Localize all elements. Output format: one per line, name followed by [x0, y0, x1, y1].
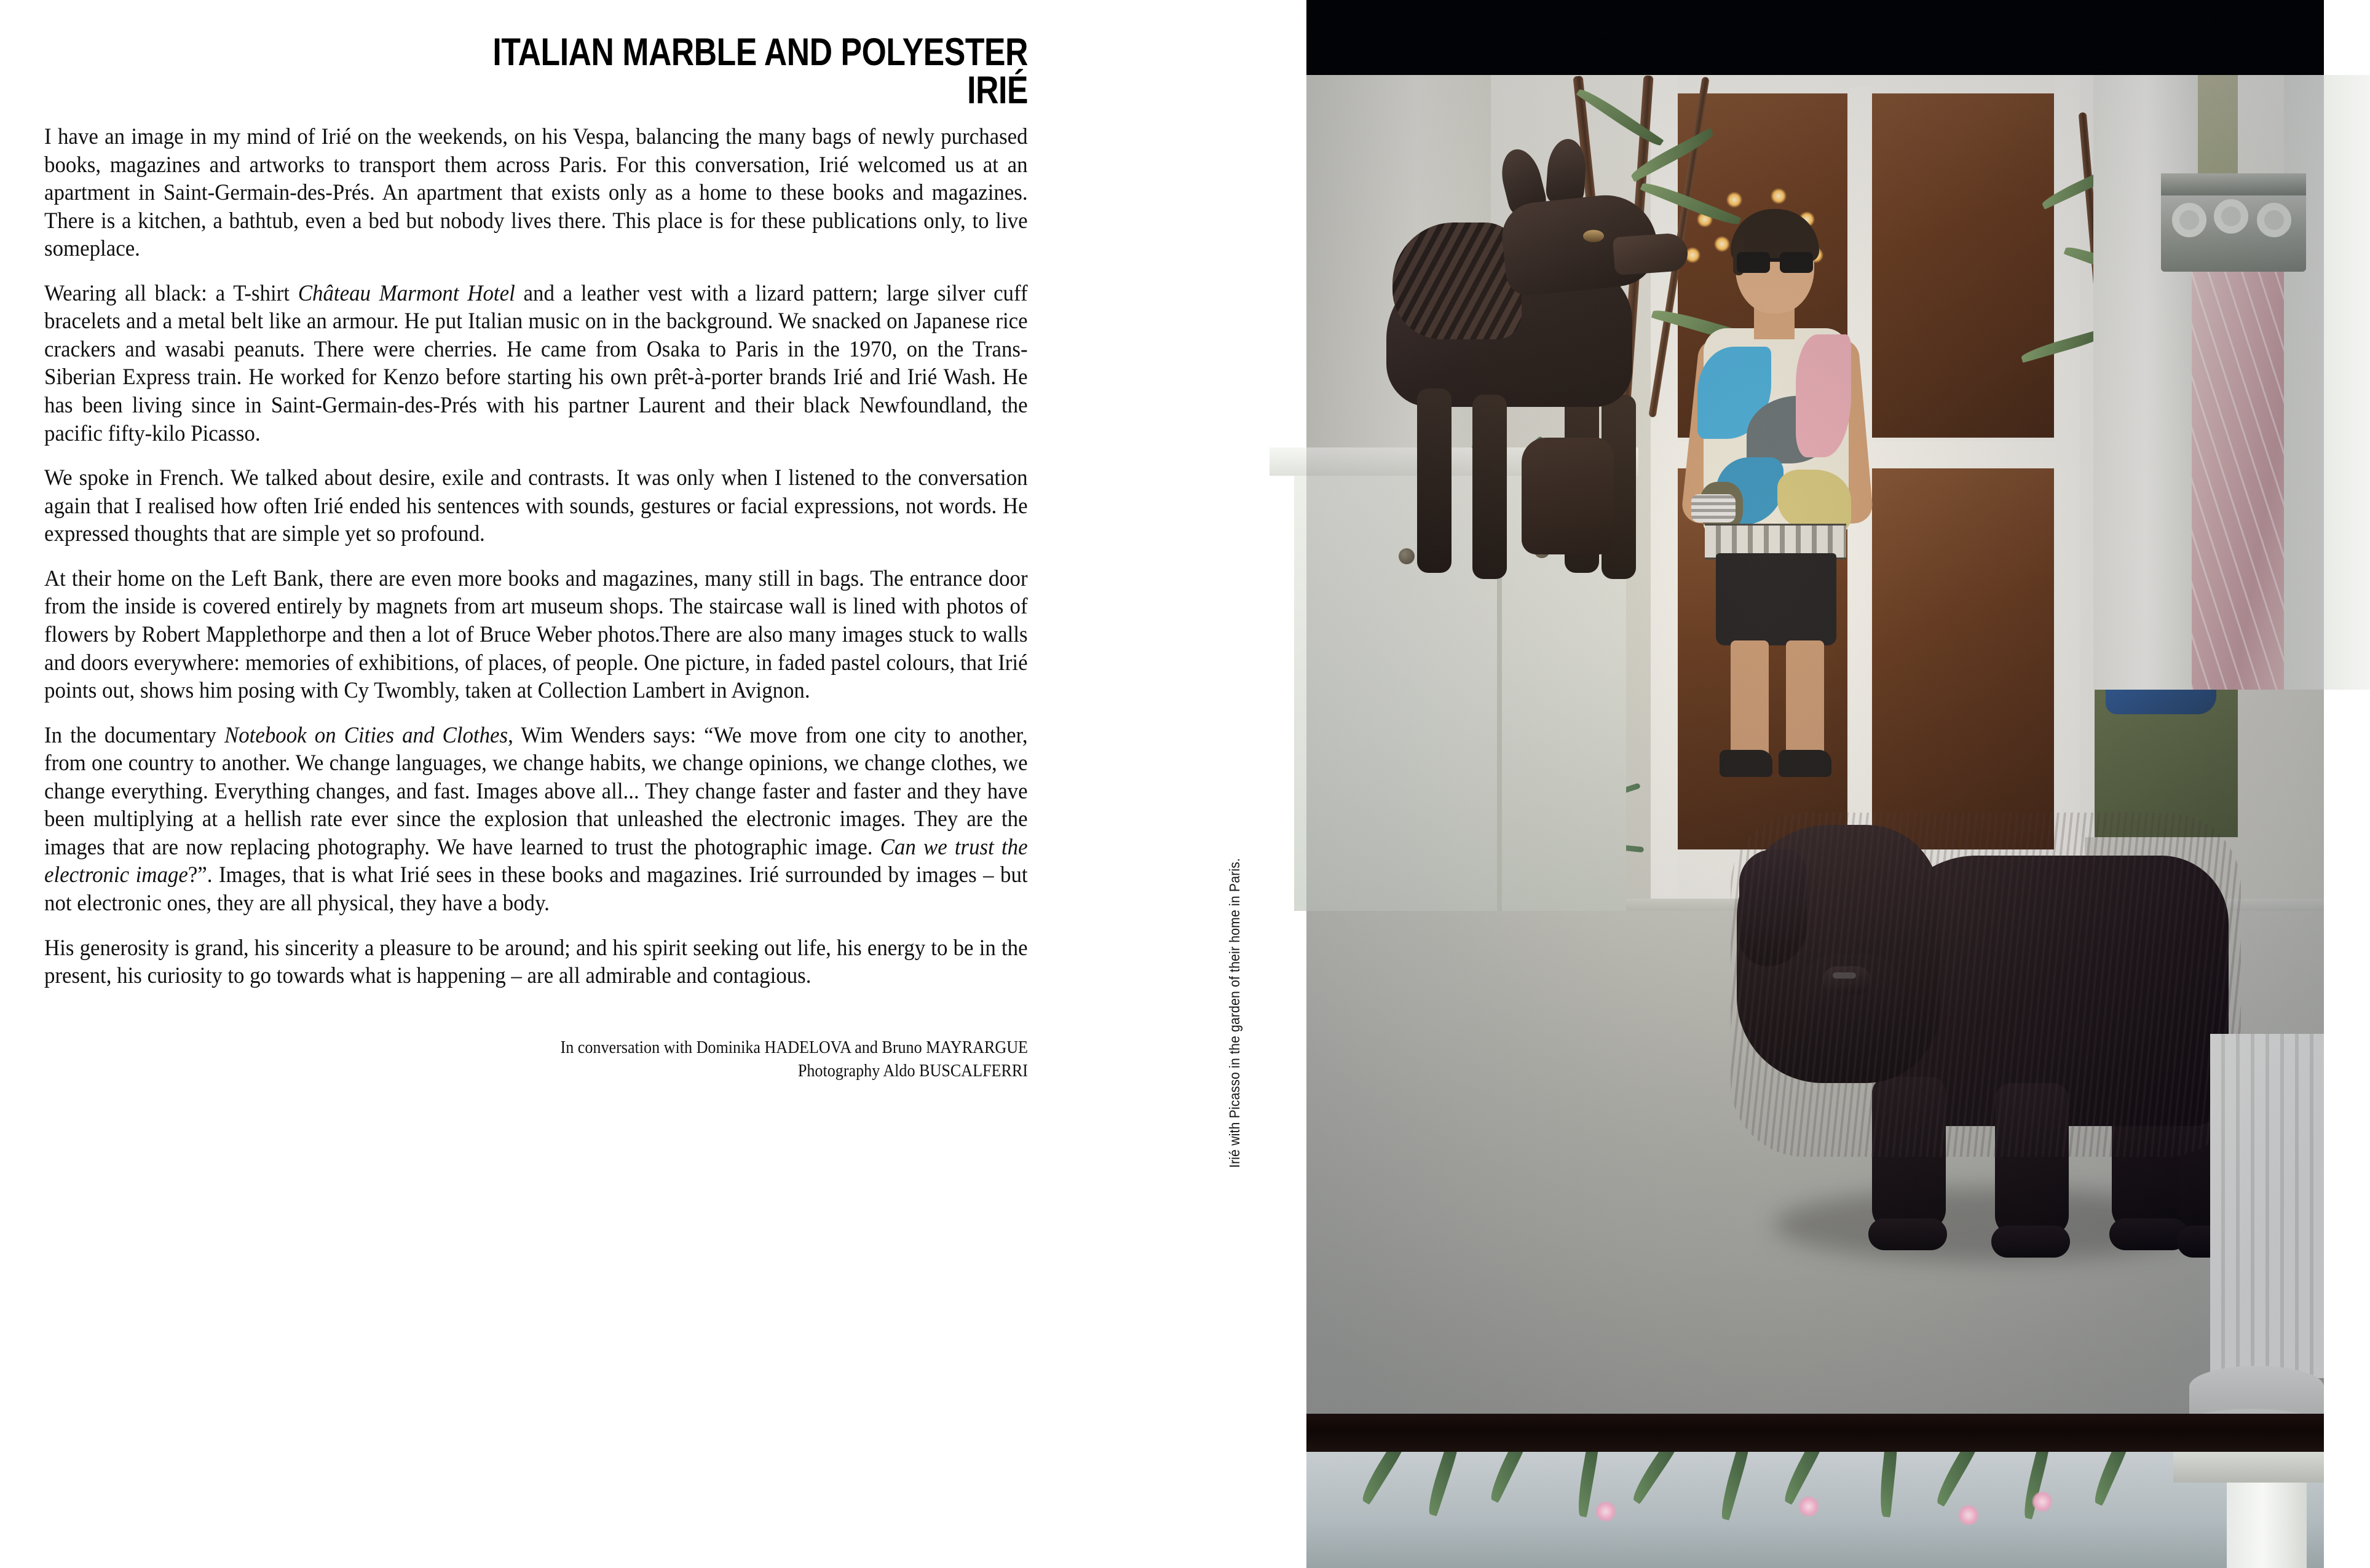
capital-volute — [2172, 203, 2206, 237]
film-band-middle — [1306, 1414, 2324, 1452]
capital-abacus — [2161, 173, 2306, 195]
article-paragraph: We spoke in French. We talked about desire, exile and contrasts. It was only when I listened to the conversation again that I realised how often Irié ended his sentences with sounds, gestures or facial expressions, not words. He expressed thoughts that are simple yet so profound. — [44, 465, 1028, 547]
article-paragraph: In the documentary Notebook on Cities and Clothes, Wim Wenders says: “We move from one city to another, from one country to another. We change languages, we change habits, we change opinions, we change clothes, we change everything. Everything changes, and fast. Images above all... They change faster and faster and they have been multiplying at a hellish rate ever since the explosion that unleashed the electronic images. They are the images that are now replacing photography. We have learned to trust the photographic image. Can we trust the electronic image?”. Images, that is what Irié sees in these books and magazines. Irié surrounded by images – but not electronic ones, they are all physical, they have a body. — [44, 722, 1028, 916]
dog-paw — [1868, 1218, 1947, 1250]
article-paragraph: At their home on the Left Bank, there are even more books and magazines, many still in bags. The entrance door from the inside is covered entirely by magnets from art museum shops. The staircase wall is lined with photos of flowers by Robert Mapplethorpe and then a lot of Bruce Weber photos.There are also many images stuck to walls and doors everywhere: memories of exhibitions, of places, of people. One picture, in faded pastel colours, that Irié points out, shows him posing with Cy Twombly, taken at Collection Lambert in Avignon. — [44, 565, 1028, 704]
pink-marble-column — [2155, 75, 2309, 690]
garden-photograph — [1306, 75, 2324, 1415]
silver-bracelets — [1691, 494, 1736, 522]
leg — [1786, 640, 1824, 757]
shoe — [1720, 750, 1772, 777]
page-title — [221, 31, 1028, 112]
column-plinth — [2173, 1447, 2324, 1483]
film-band-top — [1306, 0, 2324, 75]
headline-line-1: ITALIAN MARBLE AND POLYESTER — [492, 31, 1028, 74]
article-credits — [143, 1036, 1028, 1083]
statue-leg — [1417, 388, 1452, 573]
capital-volute — [2257, 203, 2291, 237]
dog-paw — [1991, 1226, 2070, 1258]
sunglasses — [1737, 252, 1813, 274]
shoe — [1779, 750, 1831, 777]
newfoundland-dog-picasso — [1731, 813, 2241, 1280]
leg — [1731, 640, 1769, 757]
credit-interview: In conversation with Dominika HADELOVA and Bruno MAYRARGUE — [560, 1037, 1028, 1057]
article-paragraph: I have an image in my mind of Irié on the weekends, on his Vespa, balancing the many bags of newly purchased books, magazines and artworks to transport them across Paris. For this conversation, Irié welcomed us at an apartment in Saint-Germain-des-Prés. An apartment that exists only as a home to these books and magazines. There is a kitchen, a bathtub, even a bed but nobody lives there. This place is for these publications only, to live someplace. — [44, 124, 1028, 262]
statue-snout — [1613, 232, 1689, 275]
flower — [1798, 1496, 1819, 1517]
bottom-photo-strip — [1306, 1452, 2324, 1568]
shorts — [1716, 553, 1836, 645]
statue-ear — [1545, 138, 1587, 204]
romulus-and-remus — [1522, 438, 1614, 554]
dog-leg — [1995, 1083, 2069, 1237]
dog-leg — [1872, 1077, 1946, 1231]
right-page-photograph — [1226, 0, 2324, 1568]
door-glass-pane — [1872, 93, 2056, 438]
article-body — [44, 123, 1028, 990]
column-shaft — [2210, 1034, 2324, 1378]
flower — [1958, 1505, 1979, 1526]
credit-photography: Photography Aldo BUSCALFERRI — [797, 1060, 1028, 1081]
corinthian-capital — [2161, 173, 2306, 272]
flower — [2032, 1491, 2053, 1512]
capital-volute — [2214, 199, 2248, 234]
dog-paw — [2109, 1218, 2188, 1250]
door-glass-pane — [1872, 468, 2056, 849]
article-paragraph: Wearing all black: a T-shirt Château Marmont Hotel and a leather vest with a lizard pattern; large silver cuff bracelets and a metal belt like an armour. He put Italian music on in the background. We snacked on Japanese rice crackers and wasabi peanuts. There were cherries. He came from Osaka to Paris in the 1970, on the Trans-Siberian Express train. He worked for Kenzo before starting his own prêt-à-porter brands Irié and Irié Wash. He has been living since in Saint-Germain-des-Prés with his partner Laurent and their black Newfoundland, the pacific fifty-kilo Picasso. — [44, 280, 1028, 446]
photo-caption: Irié with Picasso in the garden of their home in Paris. — [1226, 857, 1242, 1168]
wall-panel — [2284, 75, 2370, 690]
person-irie — [1700, 216, 1860, 684]
statue-eye — [1583, 230, 1604, 242]
wall-panel — [2093, 75, 2198, 690]
capitoline-wolf-statue — [1319, 130, 1663, 561]
article-text-column — [44, 31, 1028, 1082]
statue-leg — [1472, 395, 1507, 579]
film-frame — [1306, 0, 2324, 1568]
flower — [1595, 1501, 1616, 1522]
dog-ear — [1739, 849, 1807, 966]
article-paragraph: His generosity is grand, his sincerity a pleasure to be around; and his spirit seeking out life, his energy to be in the present, his curiosity to go towards what is happening – are all admirable and contagious. — [44, 935, 1028, 989]
headline-line-2: IRIÉ — [967, 69, 1028, 112]
dog-nose — [1823, 966, 1871, 995]
marble-column-shaft — [2192, 266, 2284, 690]
